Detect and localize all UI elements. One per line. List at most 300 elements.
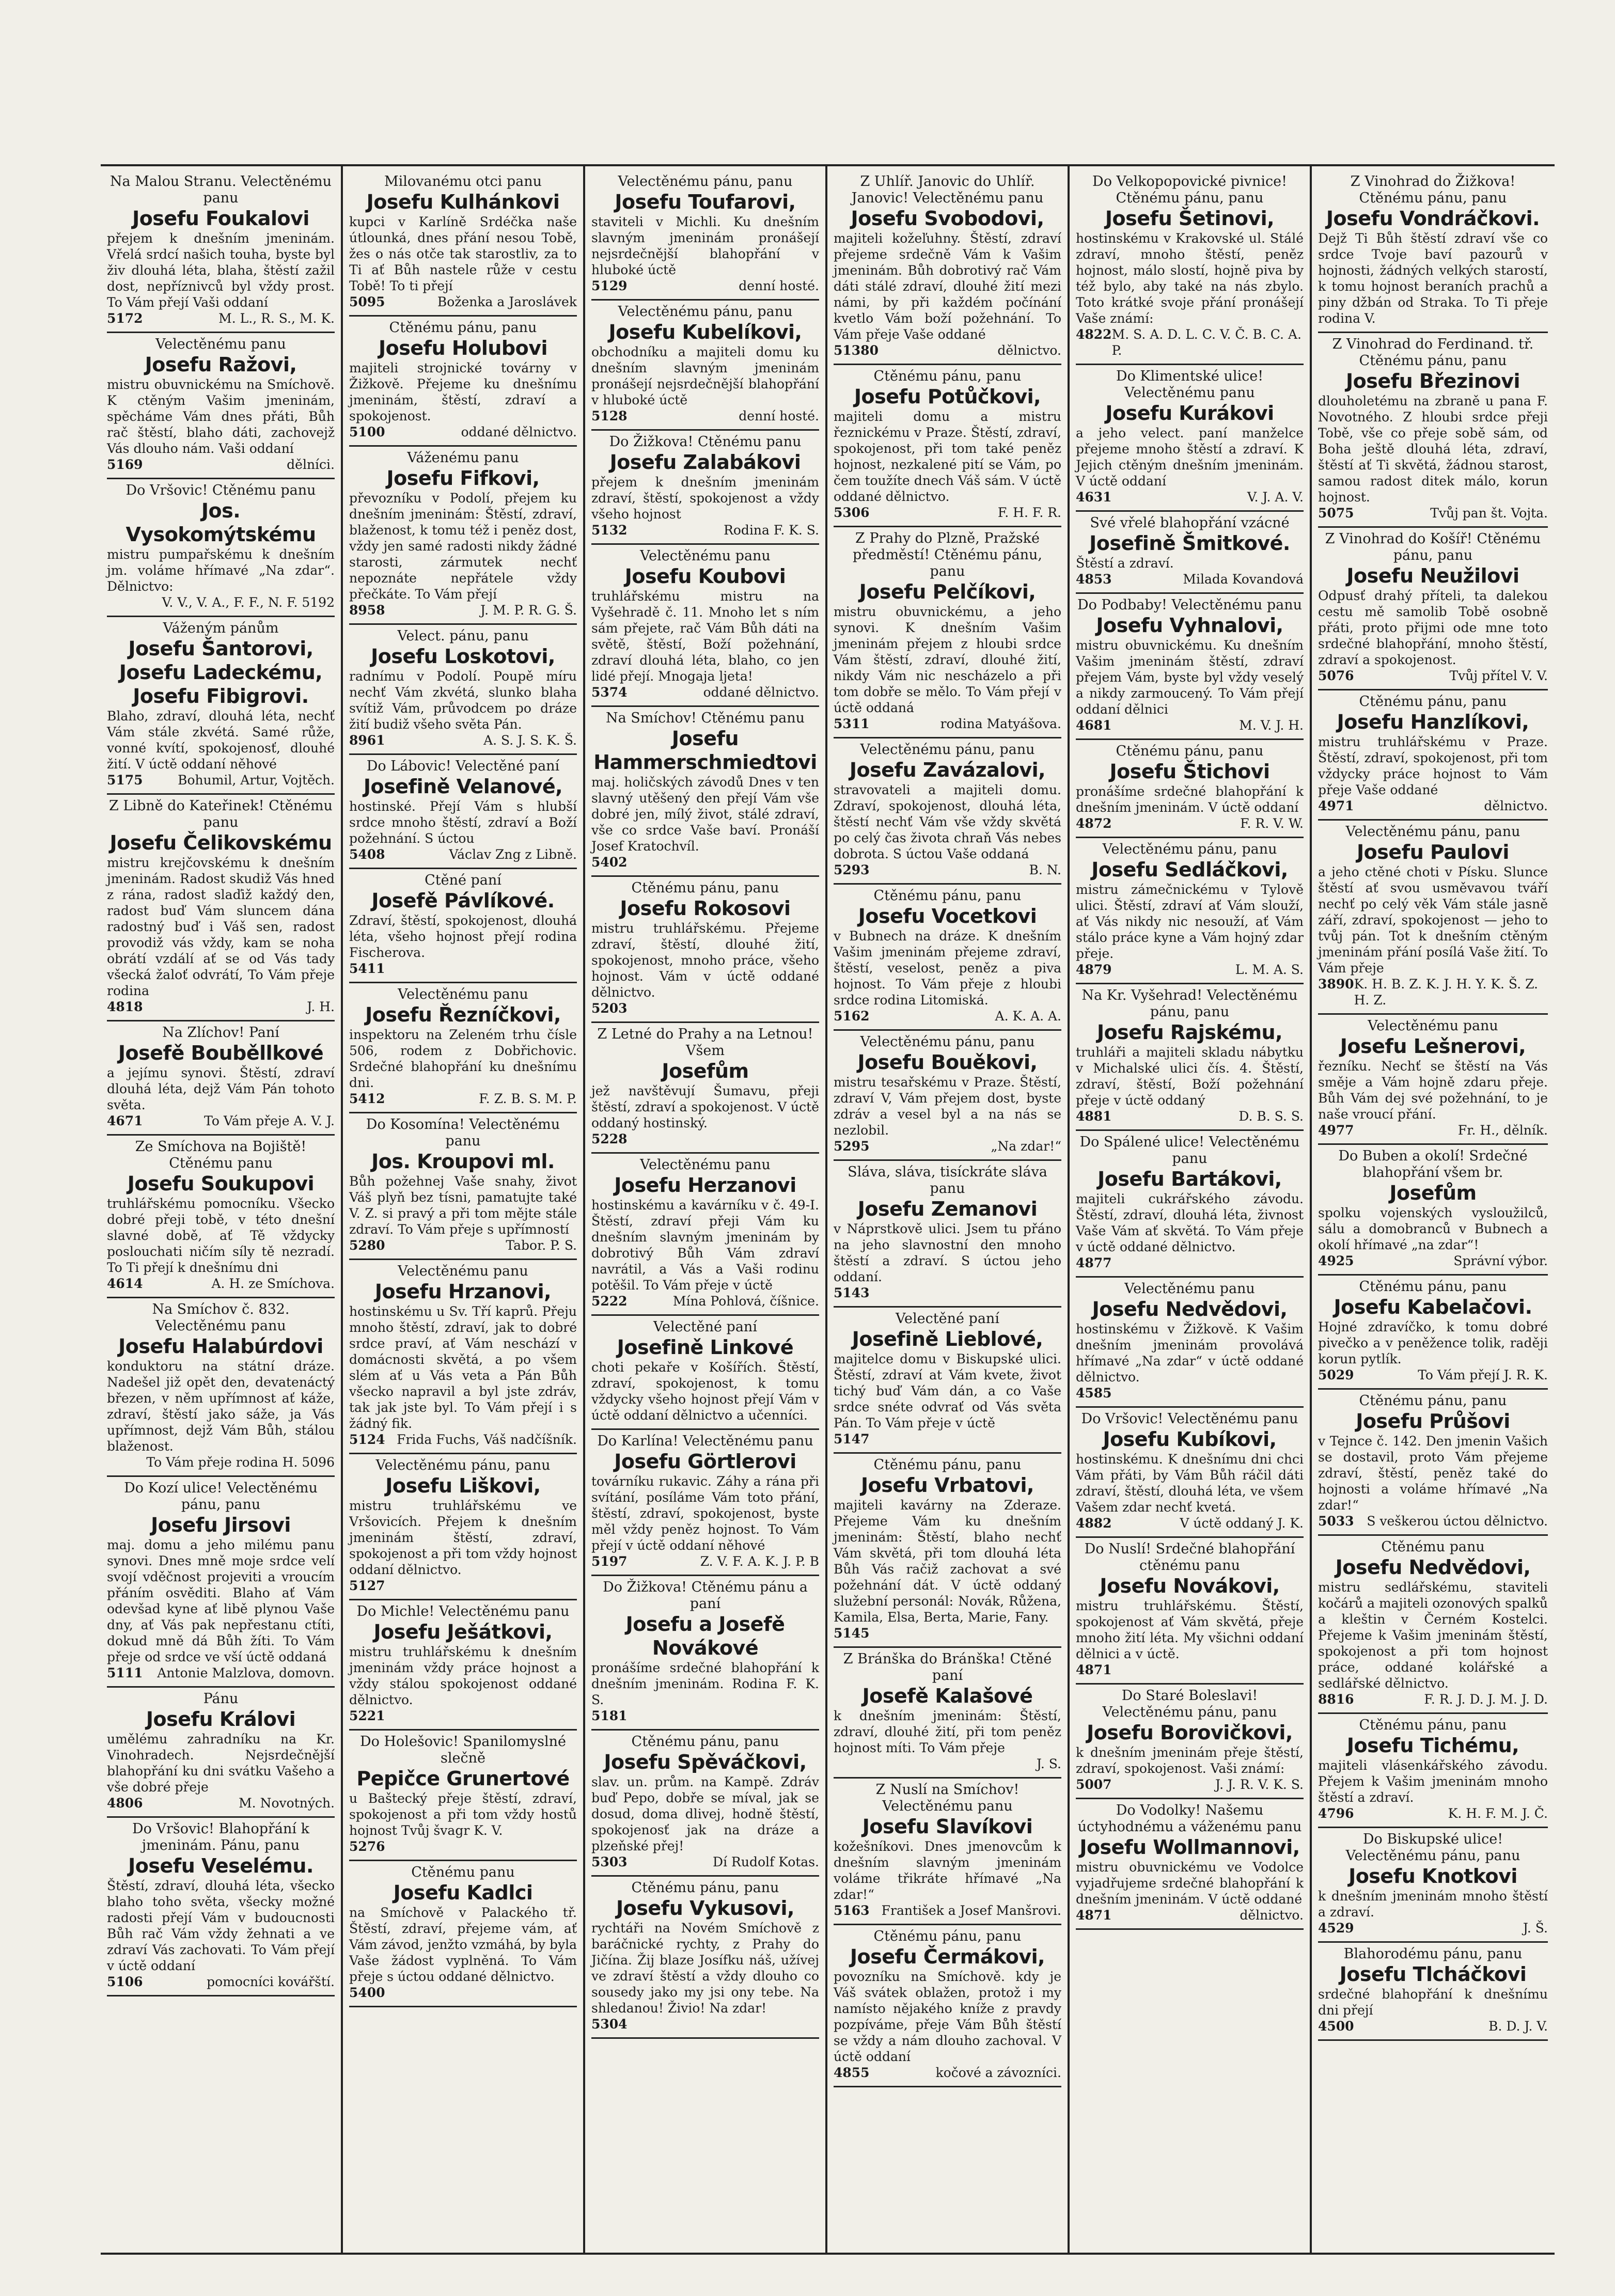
ad-recipient-name: Josefě Bouběllkové xyxy=(118,1042,324,1064)
ad-number: 5203 xyxy=(591,1001,628,1016)
ad-recipient-name: Josefu Svobodovi, xyxy=(851,207,1044,230)
ad-number: 5075 xyxy=(1318,506,1354,521)
ad-recipient-name: Josefu Loskotovi, xyxy=(371,645,555,668)
ad-signature: dělnictvo. xyxy=(997,343,1061,358)
greeting-ad xyxy=(834,1031,1061,1161)
ad-number: 5408 xyxy=(349,847,385,862)
ad-signature: dělnictvo. xyxy=(1484,798,1548,813)
ad-body-text: Dejž Ti Bůh štěstí zdraví vše co srdce Tvoje baví pazourů v hojnosti, žádných velkých starostí, k tomu hojnost beraních prachů a piny džbán od Straka. To Ti přeje rodina V. xyxy=(1318,231,1548,326)
ad-number: 8961 xyxy=(349,733,385,748)
ad-body-text: majiteli kavárny na Zderaze. Přejeme Vám ku dnešním jmeninám: Štěstí, blaho nechť Vám skvětá, při tom dlouhá léta Bůh Vás račiž zachovat a své požehnání dát. V úctě oddaný služební personál: Novák, Růžena, Kamila, Elsa, Berta, Marie, Fany. xyxy=(834,1498,1061,1625)
ad-body-text: Blaho, zdraví, dlouhá léta, nechť Vám stále zkvétá. Samé růže, vonné kvítí, spokojenosť, dlouhé žití. V úctě oddaní něhové xyxy=(107,709,335,772)
ad-body-text: mistru truhlářskému v Praze. Štěstí, zdraví, spokojenost, při tom vždycky práce hojnost to Vám přeje Vaše oddané xyxy=(1318,734,1548,797)
greeting-ad xyxy=(1318,1943,1548,2041)
ad-signature-line xyxy=(349,1838,577,1854)
greeting-ad xyxy=(591,1731,819,1877)
ad-body-text: mistru obuvnickému, a jeho synovi. K dnešním Vašim jmeninám přejem z hloubi srdce Vám štěstí, zdraví, dlouhé žití, nikdy Vám nic nescházelo a při tom dobře se mělo. To Vám přejí v úctě oddaná xyxy=(834,604,1061,715)
greeting-ad xyxy=(834,527,1061,738)
ad-signature-line xyxy=(591,1553,819,1569)
ad-number: 4822 xyxy=(1076,327,1112,342)
ad-signature-line xyxy=(591,2016,819,2032)
ad-recipient-name: Josefě Pávlíkové. xyxy=(371,889,555,912)
ad-recipient-name: Josefu Veselému. xyxy=(128,1854,313,1877)
ad-signature-line xyxy=(1318,1253,1548,1269)
greeting-ad xyxy=(1318,1390,1548,1536)
ad-signature-line xyxy=(1076,1385,1304,1401)
ad-number: 4855 xyxy=(834,2065,870,2080)
ad-body-text: u Baštecký přeje štěstí, zdraví, spokojenost a při tom vždy hostů hojnost Tvůj švagr K. V. xyxy=(349,1791,577,1838)
ad-header: Ctěnému pánu, panu xyxy=(1359,1279,1507,1295)
ad-number: 5304 xyxy=(591,2017,628,2032)
ad-recipient-name: Josefu Tichému, xyxy=(1346,1734,1519,1757)
greeting-ad xyxy=(591,431,819,545)
ad-recipient-name: Josefu Kabelačovi. xyxy=(1334,1296,1532,1318)
ad-header: Z Vinohrad do Košíř! Ctěnému pánu, panu xyxy=(1325,531,1541,563)
ad-body-text: Hojné zdravíčko, k tomu dobré pivečko a v peněžence tolik, raději korun pytlík. xyxy=(1318,1319,1548,1366)
greeting-ad xyxy=(349,317,577,447)
greeting-ad xyxy=(1076,170,1304,365)
ad-number: 5162 xyxy=(834,1009,870,1024)
ad-body-text: konduktoru na státní dráze. Nadešel již opět den, devatenáctý březen, v něm upřímnost ať káže, zdraví, štěstí jako sáže, ja Vás upřímnost, dejž Vám Bůh, stálou blaženost. xyxy=(107,1359,335,1454)
greeting-ad xyxy=(349,447,577,625)
ad-recipient-name: Josefu Vrbatovi, xyxy=(861,1474,1034,1497)
ad-header: Pánu xyxy=(203,1691,239,1707)
ad-signature: S veškerou úctou dělnictvo. xyxy=(1367,1514,1548,1529)
ad-recipient-name: Josefu Vocetkovi xyxy=(858,905,1037,927)
ad-signature-line xyxy=(1076,717,1304,733)
ad-header: Z Letné do Prahy a na Letnou! Všem xyxy=(597,1026,813,1059)
ad-signature: J. H. xyxy=(307,999,335,1014)
greeting-ad xyxy=(834,1925,1061,2087)
ad-recipient-name: Josefu Kurákovi xyxy=(1105,402,1274,424)
greeting-ad xyxy=(349,625,577,755)
ad-number: 4925 xyxy=(1318,1253,1354,1268)
ad-body-text: mistru truhlářskému. Přejeme zdraví, štěstí, dlouhé žití, spokojenost, mnoho práce, všeho hojnost. Vám v úctě oddané dělnictvo. xyxy=(591,921,819,1000)
greeting-ad xyxy=(591,877,819,1023)
ad-signature: kočové a závozníci. xyxy=(935,2065,1061,2080)
greeting-ad xyxy=(1318,1145,1548,1276)
ad-signature-line xyxy=(1076,1515,1304,1531)
ad-number: 5100 xyxy=(349,424,385,439)
ad-body-text: majitelce domu v Biskupské ulici. Štěstí, zdraví at Vám kvete, život tichý buď Vám dán, a co Vaše srdce snéte odvrať od Vás světa Pán. To Vám přeje v úctě xyxy=(834,1351,1061,1430)
ad-header: Z Vinohrad do Ferdinand. tř. Ctěnému pánu, panu xyxy=(1332,336,1534,369)
ad-header: Do Kosomína! Velectěnému panu xyxy=(366,1116,560,1149)
greeting-ad xyxy=(1076,1131,1304,1278)
greeting-ad xyxy=(349,755,577,869)
ad-signature: Václav Zng z Libně. xyxy=(449,847,577,862)
ad-signature: dělnictvo. xyxy=(1240,1908,1304,1923)
ad-signature-line xyxy=(349,1091,577,1107)
greeting-ad xyxy=(107,795,335,1021)
ad-signature-line xyxy=(591,522,819,538)
ad-signature-line xyxy=(1076,1907,1304,1923)
ad-body-text: majiteli cukrářského závodu. Štěstí, zdraví, dlouhá léta, živnost Vaše Vám ať skvětá. To Vám přeje v úctě oddané dělnictvo. xyxy=(1076,1191,1304,1254)
ad-number: 4971 xyxy=(1318,798,1354,813)
ad-body-text: povozníku na Smíchově. kdy je Váš svátek oblažen, protož i my namísto nějakého kníže z pravdy pozpíváme, přeje Vám Bůh štěstí se vždy a nám dlouho zachoval. V úctě oddaní xyxy=(834,1969,1061,2064)
greeting-ad xyxy=(591,1316,819,1430)
ad-recipient-name: Josefu Vyhnalovi, xyxy=(1096,614,1283,637)
ad-recipient-name: Josefu Rajskému, xyxy=(1096,1021,1283,1044)
greeting-ad xyxy=(834,885,1061,1031)
ad-header: Do Holešovic! Spanilomyslné slečně xyxy=(360,1734,566,1766)
ad-body-text: a jeho velect. paní manželce přejeme mnoho štěstí a zdraví. K Jejich ctěným dnešním jmeninám. V úctě oddaní xyxy=(1076,426,1304,489)
greeting-ad xyxy=(107,479,335,617)
ad-signature: V. V., V. A., F. F., N. F. 5192 xyxy=(162,595,335,610)
ad-signature: dělníci. xyxy=(287,457,335,472)
ad-number: 4529 xyxy=(1318,1921,1354,1936)
ad-body-text: kupci v Karlíně Srdéčka naše útlounká, dnes přání nesou Tobě, žes o nás otče tak starostliv, za to Ti ať Bůh nastele růže v cestu Tobě! To ti přejí xyxy=(349,214,577,293)
ad-recipient-name: Josefu Liškovi, xyxy=(385,1474,541,1497)
ad-signature-line xyxy=(349,1237,577,1253)
ad-recipient-name: Josefině Linkové xyxy=(617,1336,794,1359)
ad-signature: denní hosté. xyxy=(739,408,819,423)
ad-number: 5295 xyxy=(834,1139,870,1154)
ad-body-text: majiteli kožeľuhny. Štěstí, zdraví přejeme srdečně Vám k Vašim jmeninám. Bůh dobrotivý rač Vám dáti stálé zdraví, dlouhé žití mezi námi, by při každém počínání kvetlo Vám boží požehnání. To Vám přeje Vaše oddané xyxy=(834,231,1061,342)
ad-body-text: Bůh požehnej Vaše snahy, život Váš plyň bez tísni, pamatujte také V. Z. si pravý a při tom mějte stále zdraví. To Vám přeje s upřímností xyxy=(349,1174,577,1237)
ad-signature-line xyxy=(591,1854,819,1870)
ad-signature-line xyxy=(1318,1920,1548,1936)
ad-signature: Tvůj přítel V. V. xyxy=(1449,668,1548,683)
ad-signature-line xyxy=(107,999,335,1015)
ad-header: Velectěnému pánu, panu xyxy=(860,1034,1035,1050)
ad-signature-line xyxy=(1076,489,1304,505)
ad-signature: Frida Fuchs, Váš nadčíšník. xyxy=(397,1432,577,1447)
ad-body-text: továrníku rukavic. Záhy a rána při svítání, posíláme Vám toto přání, štěstí, zdraví, spokojenost, byste měl vždy peněz hojnost. To Vám přejí v úctě oddaní něhové xyxy=(591,1474,819,1553)
ad-recipient-name: Pepičce Grunertové xyxy=(356,1767,570,1790)
classified-ads-grid xyxy=(101,164,1555,2255)
ad-recipient-name: Josefu Štichovi xyxy=(1109,760,1270,783)
greeting-ad xyxy=(349,1731,577,1861)
ad-recipient-name: Josefu Zalabákovi xyxy=(609,451,801,474)
greeting-ad xyxy=(349,1600,577,1731)
ad-header: Velectěné paní xyxy=(653,1319,757,1335)
ad-header: Do Nuslí! Srdečné blahopřání ctěnému panu xyxy=(1084,1541,1295,1574)
greeting-ad xyxy=(591,1023,819,1154)
ad-body-text: truhlářskému pomocníku. Všecko dobré přeji tobě, v této dnešní slavné době, ať Tě vždycky poslouchati ničím síly tě nezradí. To Ti přejí k dnešnímu dni xyxy=(107,1196,335,1275)
ad-signature: L. M. A. S. xyxy=(1235,962,1304,977)
ad-number: 5143 xyxy=(834,1285,870,1300)
ad-signature-line xyxy=(834,716,1061,732)
ad-signature-line xyxy=(834,2065,1061,2081)
ad-recipient-name: Josefu Neužilovi xyxy=(1346,564,1519,587)
ad-signature-line xyxy=(1318,976,1548,1008)
ad-number: 5145 xyxy=(834,1626,870,1641)
greeting-ad xyxy=(1318,1714,1548,1828)
ad-body-text: hostinskému v Žižkově. K Vašim dnešním jmeninám provolává hřímavé „Na zdar“ v úctě oddané dělnictvo. xyxy=(1076,1322,1304,1385)
ad-number: 5293 xyxy=(834,862,870,877)
greeting-ad xyxy=(1318,1828,1548,1943)
ad-number: 5132 xyxy=(591,523,628,538)
ad-number: 5412 xyxy=(349,1091,385,1106)
greeting-ad xyxy=(107,1818,335,1996)
ad-recipient-name: Josefině Velanové, xyxy=(363,775,563,798)
ad-header: Ctěnému pánu, panu xyxy=(631,1734,779,1750)
ad-signature: Bohumil, Artur, Vojtěch. xyxy=(178,773,335,788)
ad-signature-line xyxy=(591,1708,819,1724)
ad-signature: V. J. A. V. xyxy=(1247,490,1304,505)
greeting-ad xyxy=(349,1454,577,1600)
greeting-ad xyxy=(1318,690,1548,821)
ad-signature-line xyxy=(1318,1513,1548,1529)
ad-recipient-name: Josefu Kadlci xyxy=(393,1881,533,1904)
ad-number: 4882 xyxy=(1076,1516,1112,1531)
greeting-ad xyxy=(1076,838,1304,984)
ad-signature-line xyxy=(591,684,819,700)
ad-body-text: hostinskému a kavárníku v č. 49-I. Štěstí, zdraví přeji Vám ku dnešním slavným jmeninám by dobrotivý Bůh Vám zdraví navrátil, a Vás a Vaši rodinu potěšil. To Vám přeje v úctě xyxy=(591,1198,819,1293)
ad-recipient-name: Josefu Vondráčkovi. xyxy=(1326,207,1540,230)
ad-signature-line xyxy=(107,772,335,788)
ad-signature-line xyxy=(1318,1122,1548,1138)
ad-header: Ctěnému panu xyxy=(411,1864,515,1880)
ad-signature: Mína Pohlová, číšnice. xyxy=(672,1294,819,1309)
greeting-ad xyxy=(591,1877,819,2039)
ad-header: Z Libně do Kateřinek! Ctěnému panu xyxy=(109,798,333,830)
ad-recipient-name: Josefu Görtlerovi xyxy=(614,1450,796,1473)
ad-signature-line xyxy=(1318,505,1548,521)
ad-body-text: staviteli v Michli. Ku dnešním slavným jmeninám pronášejí nejsrdečnější blahopřání v hluboké úctě xyxy=(591,214,819,277)
greeting-ad xyxy=(834,1308,1061,1454)
ad-body-text: mistru pumpařskému k dnešním jm. voláme hřímavé „Na zdar“. Dělnictvo: xyxy=(107,547,335,594)
ad-header: Do Vodolky! Našemu úctyhodnému a váženému panu xyxy=(1077,1802,1302,1835)
ad-header: Váženým pánům xyxy=(163,620,279,636)
ad-signature: K. H. F. M. J. Č. xyxy=(1448,1806,1548,1821)
ad-header: Velect. pánu, panu xyxy=(397,628,529,644)
ad-recipient-name: Josefu Spěváčkovi, xyxy=(604,1751,807,1773)
ad-signature-line xyxy=(591,1293,819,1309)
greeting-ad xyxy=(107,1688,335,1818)
ad-number: 4871 xyxy=(1076,1908,1112,1923)
ad-body-text: hostinskému v Krakovské ul. Stálé zdraví, mnoho štěstí, peněz hojnost, málo slostí, hojně piva by též bylo, aby také na nás zbylo. Toto krátké svoje přání pronášejí Vaše známí: xyxy=(1076,231,1304,326)
ad-body-text: majiteli vlásenkářského závodu. Přejem k Vašim jmeninám mnoho štěstí a zdraví. xyxy=(1318,1758,1548,1805)
ad-header: Do Lábovic! Velectěné paní xyxy=(366,758,560,774)
ad-number: 4881 xyxy=(1076,1109,1112,1124)
ad-signature: B. D. J. V. xyxy=(1488,2019,1548,2034)
ad-number: 4871 xyxy=(1076,1662,1112,1677)
ad-body-text: v Tejnce č. 142. Den jmenin Vašich se dostavil, proto Vám přejeme zdraví, štěstí, peněz také do hojnosti a voláme hřímavé „Na zdar!“ xyxy=(1318,1434,1548,1513)
ad-recipient-name: Josefu Kubíkovi, xyxy=(1103,1428,1277,1451)
ad-number: 5280 xyxy=(349,1238,385,1253)
ad-signature-line xyxy=(349,424,577,440)
ad-number: 4614 xyxy=(107,1276,143,1291)
ad-signature: Správní výbor. xyxy=(1453,1253,1548,1268)
ad-number: 5076 xyxy=(1318,668,1354,683)
ad-signature-line xyxy=(591,1000,819,1016)
ad-header: Z Bránška do Bránška! Ctěné paní xyxy=(843,1651,1052,1684)
greeting-ad xyxy=(834,738,1061,885)
ad-header: Do Podbaby! Velectěnému panu xyxy=(1077,597,1303,613)
ad-recipient-name: Josefu Čelikovskému xyxy=(109,831,332,854)
ad-header: Do Žižkova! Ctěnému pánu a paní xyxy=(603,1579,808,1612)
ad-recipient-name: Jos. Vysokomýtskému xyxy=(126,499,316,546)
greeting-ad xyxy=(1076,1538,1304,1685)
ad-number: 8958 xyxy=(349,603,385,618)
ad-body-text: truhláři a majiteli skladu nábytku v Michalské ulici čís. 4. Štěstí, zdraví, štěstí, Boží požehnání přeje v úctě oddaný xyxy=(1076,1045,1304,1108)
ad-recipient-name: Josefu Knotkovi xyxy=(1349,1865,1517,1888)
ad-header: Ctěnému pánu, panu xyxy=(631,1880,779,1896)
ad-signature-line xyxy=(591,408,819,424)
ad-number: 4872 xyxy=(1076,816,1112,831)
ad-number: 5228 xyxy=(591,1131,628,1146)
ad-signature-line xyxy=(834,342,1061,358)
ad-signature: Fr. H., dělník. xyxy=(1457,1123,1548,1138)
ad-signature: rodina Matyášova. xyxy=(940,716,1061,731)
ad-header: Blahorodému pánu, panu xyxy=(1343,1946,1523,1962)
ad-number: 5311 xyxy=(834,716,870,731)
ad-number: 5124 xyxy=(349,1432,385,1447)
ad-body-text: mistru sedlářskému, staviteli kočárů a majiteli ozonových spalků a kleštin v Černém Kostelci. Přejeme k Vašim jmeninám štěstí, spokojenost a při tom hojnost práce, oddané kolářské a sedlářské dělnictvo. xyxy=(1318,1580,1548,1691)
ad-recipient-name: Josefu Holubovi xyxy=(378,337,548,359)
ad-recipient-name: Josefu Zavázalovi, xyxy=(849,759,1046,781)
ad-signature-line xyxy=(1076,962,1304,978)
ad-header: Z Uhlíř. Janovic do Uhlíř. Janovic! Velectěnému panu xyxy=(851,174,1044,206)
ad-body-text: mistru krejčovskému k dnešním jmeninám. Radost skudiž Vás hned z rána, radost slaďiž každý den, radost buď Vám sluncem dána radostný buď i Váš sen, radost provodiž vás vždy, kam se noha obrátí vzdálí ať se od Vás tady všecká žaloť odvrátí, To Vám přeje rodina xyxy=(107,855,335,998)
column-1 xyxy=(101,166,343,2253)
ad-header: Ctěnému pánu, panu xyxy=(1359,1717,1507,1733)
ad-number: 4879 xyxy=(1076,962,1112,977)
ad-recipient-name: Josefu Tlcháčkovi xyxy=(1339,1963,1527,1986)
ad-recipient-name: Josefům xyxy=(1389,1182,1477,1204)
ad-body-text: v Bubnech na dráze. K dnešním Vašim jmeninám přejeme zdraví, štěstí, veselost, peněz a piva hojnost. To Vám přeje z hloubi srdce rodina Litomiská. xyxy=(834,929,1061,1008)
ad-body-text: pronášíme srdečné blahopřání k dnešním jmeninám. V úctě oddaní xyxy=(1076,784,1304,815)
ad-signature-line xyxy=(349,1432,577,1448)
ad-number: 5106 xyxy=(107,1974,143,1989)
ad-body-text: Štěstí a zdraví. xyxy=(1076,556,1174,571)
ad-number: 5169 xyxy=(107,457,143,472)
ad-signature-line xyxy=(834,862,1061,878)
ad-signature: M. Novotných. xyxy=(239,1796,335,1811)
column-6 xyxy=(1312,166,1554,2253)
ad-recipient-name: Josefu Ražovi, xyxy=(145,353,297,376)
ad-signature: oddané dělnictvo. xyxy=(703,685,819,700)
ad-number: 4806 xyxy=(107,1796,143,1811)
ad-header: Velectěnému pánu, panu xyxy=(860,742,1035,758)
ad-header: Ctěnému pánu, panu xyxy=(1116,743,1264,759)
ad-recipient-name: Josefu Průšovi xyxy=(1356,1410,1510,1433)
ad-body-text: jež navštěvují Šumavu, přeji štěstí, zdraví a spokojenost. V úctě oddaný hostinský. xyxy=(591,1083,819,1130)
ad-number: 5221 xyxy=(349,1708,385,1723)
ad-recipient-name: Josefu Hanzlíkovi, xyxy=(1337,711,1529,733)
greeting-ad xyxy=(1318,1015,1548,1145)
greeting-ad xyxy=(1076,740,1304,838)
ad-body-text: mistru zámečnickému v Tylově ulici. Štěstí, zdraví ať Vám slouží, ať Vás nikdy nic nesouží, ať Vám stálo práce kyne a Vám hojný zdar přeje. xyxy=(1076,882,1304,961)
ad-signature: F. H. F. R. xyxy=(997,505,1061,520)
ad-header: Velectěnému pánu, panu xyxy=(375,1457,551,1473)
ad-body-text: Štěstí, zdraví, dlouhá léta, všecko blaho toho světa, všecky možné radosti přejí Vám v budoucnosti Bůh rač Vám vždy žehnati a ve zdraví Vás zachovati. To Vám přejí v úctě oddaní xyxy=(107,1878,335,1973)
ad-header: Velectěnému panu xyxy=(155,336,286,352)
ad-signature-line xyxy=(1318,1805,1548,1821)
ad-header: Velectěnému pánu, panu xyxy=(1102,841,1277,857)
ad-signature-line xyxy=(834,1756,1061,1772)
ad-recipient-name: Josefu Potůčkovi, xyxy=(854,385,1041,408)
ad-signature-line xyxy=(349,602,577,618)
ad-recipient-name: Josefu Hammerschmiedtovi xyxy=(593,727,817,774)
ad-number: 4796 xyxy=(1318,1806,1354,1821)
ad-recipient-name: Josefu Foukalovi xyxy=(132,207,309,230)
ad-body-text: choti pekaře v Košířích. Štěstí, zdraví, spokojenost, k tomu vždycky všeho hojnost přejí Vám v úctě oddaní dělnictvo a učenníci. xyxy=(591,1360,819,1423)
ad-body-text: maj. holičských závodů Dnes v ten slavný utěšený den přejí Vám vše dobré jen, mílý život, stálé zdraví, vše co srdce Vaše baví. Pronáší Josef Kratochvíl. xyxy=(591,775,819,854)
ad-signature-line xyxy=(1076,815,1304,831)
ad-signature-line xyxy=(107,1454,335,1470)
ad-header: Velectěnému panu xyxy=(398,1263,528,1279)
greeting-ad xyxy=(591,1430,819,1576)
ad-signature-line xyxy=(1318,1367,1548,1383)
ad-number: 5303 xyxy=(591,1854,628,1869)
ad-recipient-name: Josefu Vykusovi, xyxy=(616,1897,794,1920)
ad-header: Na Kr. Vyšehrad! Velectěnému pánu, panu xyxy=(1081,987,1298,1020)
ad-signature-line xyxy=(1318,668,1548,684)
ad-signature-line xyxy=(349,732,577,748)
ad-recipient-name: Josefu Sedláčkovi, xyxy=(1091,858,1288,881)
ad-header: Do Staré Boleslavi! Velectěnému pánu, panu xyxy=(1102,1688,1277,1720)
greeting-ad xyxy=(349,1113,577,1260)
ad-header: Na Zlíchov! Paní xyxy=(162,1025,279,1041)
ad-header: Z Vinohrad do Žižkova! Ctěnému pánu, panu xyxy=(1350,174,1516,206)
greeting-ad xyxy=(834,365,1061,527)
ad-header: Do Vršovic! Ctěnému panu xyxy=(126,482,316,498)
ad-header: Sláva, sláva, tisíckráte sláva panu xyxy=(848,1164,1047,1197)
ad-body-text: hostinskému. K dnešnímu dni chci Vám přáti, by Vám Bůh ráčil dáti zdraví, štěstí, dlouhá léta, ve všem Vašem zdar nechť kvetá. xyxy=(1076,1452,1304,1515)
ad-signature-line xyxy=(349,294,577,310)
ad-signature-line xyxy=(107,310,335,326)
ad-signature: František a Josef Manšrovi. xyxy=(881,1903,1061,1918)
column-5 xyxy=(1070,166,1312,2253)
ad-signature: J. S. xyxy=(1036,1756,1061,1771)
ad-recipient-name: Josefu Novákovi, xyxy=(1100,1575,1280,1597)
ad-header: Velectěnému panu xyxy=(398,986,528,1002)
ad-body-text: kožešníkovi. Dnes jmenovcům k dnešním slavným jmeninám voláme třikráte hřímavé „Na zdar!“ xyxy=(834,1839,1061,1902)
ad-number: 5175 xyxy=(107,773,143,788)
ad-signature: F. R. V. W. xyxy=(1240,816,1304,831)
ad-header: Ctěnému pánu, panu xyxy=(1359,1393,1507,1409)
ad-signature: M. V. J. H. xyxy=(1239,718,1304,733)
greeting-ad xyxy=(591,707,819,877)
ad-header: Velectěnému pánu, panu xyxy=(1345,824,1520,840)
ad-body-text: v Náprstkově ulici. Jsem tu přáno na jeho slavnostní den mnoho štěstí a zdraví. S úctou jeho oddaní. xyxy=(834,1221,1061,1284)
ad-signature: To Vám přejí J. R. K. xyxy=(1418,1367,1548,1382)
ad-recipient-name: Josefu Wollmannovi, xyxy=(1079,1836,1300,1859)
ad-number: 3890 xyxy=(1318,977,1354,992)
ad-header: Do Vršovic! Velectěnému panu xyxy=(1081,1411,1298,1427)
ad-signature: Rodina F. K. S. xyxy=(724,523,819,538)
ad-body-text: stravovateli a majiteli domu. Zdraví, spokojenost, dlouhá léta, štěstí nechť Vám vše vždy skvětá po celý čas života chraň Vás nebes dobrota. S úctou Vaše oddaná xyxy=(834,782,1061,861)
ad-recipient-name: Josefu Bouěkovi, xyxy=(857,1051,1038,1074)
ad-number: 5111 xyxy=(107,1665,143,1680)
ad-body-text: přejem k dnešním jmeninám zdraví, štěstí, spokojenost a vždy všeho hojnost xyxy=(591,475,819,522)
column-4 xyxy=(827,166,1070,2253)
ad-recipient-name: Josefu Hrzanovi, xyxy=(374,1280,552,1303)
ad-recipient-name: Josefu Kubelíkovi, xyxy=(608,321,802,343)
ad-number: 4585 xyxy=(1076,1386,1112,1401)
ad-signature: J. J. R. V. K. S. xyxy=(1215,1777,1304,1792)
ad-body-text: srdečné blahopřání k dnešnímu dni přejí xyxy=(1318,1987,1548,2018)
ad-recipient-name: Josefu Šetinovi, xyxy=(1105,207,1275,230)
ad-recipient-name: Josefu Čermákovi, xyxy=(850,1945,1045,1968)
ad-signature: J. Š. xyxy=(1523,1921,1548,1936)
greeting-ad xyxy=(107,617,335,795)
greeting-ad xyxy=(107,1136,335,1298)
ad-number: 4818 xyxy=(107,999,143,1014)
ad-body-text: pronášíme srdečné blahopřání k dnešním jmeninám. Rodina F. K. S. xyxy=(591,1660,819,1707)
ad-recipient-name: Josefu Řezníčkovi, xyxy=(365,1003,561,1026)
ad-signature: M. L., R. S., M. K. xyxy=(218,311,335,326)
ad-number: 4500 xyxy=(1318,2019,1354,2034)
ad-signature-line xyxy=(1076,1662,1304,1678)
ad-body-text: a jejímu synovi. Štěstí, zdraví dlouhá léta, dejž Vám Pán tohoto světa. xyxy=(107,1065,335,1112)
greeting-ad xyxy=(349,869,577,983)
column-2 xyxy=(343,166,585,2253)
ad-header: Do Buben a okolí! Srdečné blahopřání všem br. xyxy=(1338,1148,1528,1181)
ad-signature-line xyxy=(349,961,577,977)
